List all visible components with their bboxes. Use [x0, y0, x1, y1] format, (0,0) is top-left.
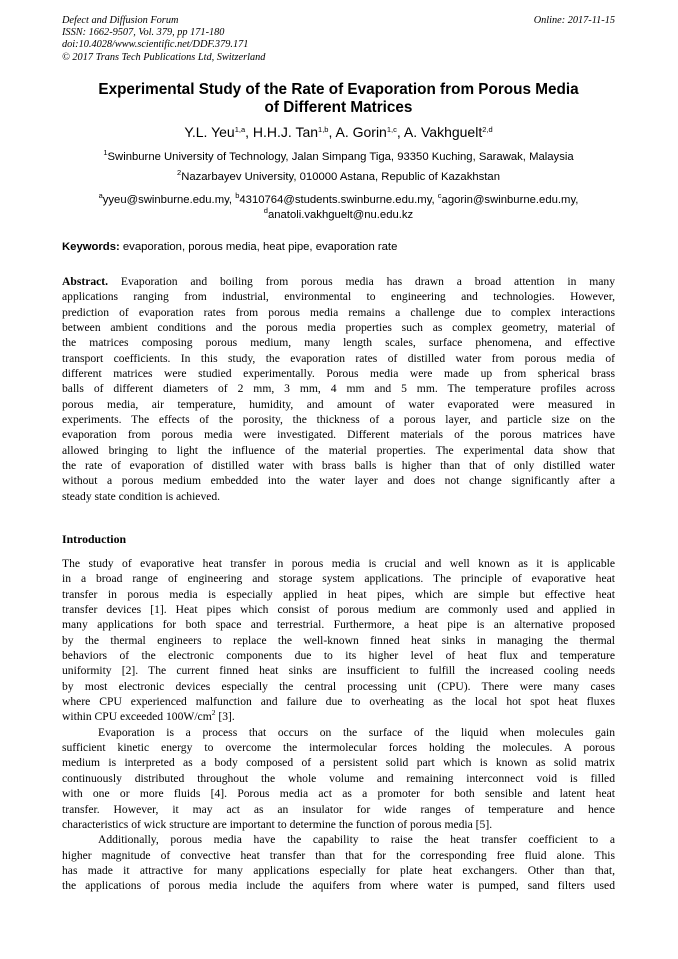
affiliation-sup: 1 [103, 148, 108, 157]
author-sup: 1,c [386, 125, 397, 134]
intro-line: by the thermal engineers to replace the well-known finned heat sinks in managing the thermal [62, 633, 615, 647]
abstract-line: balls of different diameters of 2 mm, 3 mm, 4 mm and 5 mm. The temperature profiles across [62, 382, 615, 396]
abstract-line: transport coefficients. In this study, the evaporation rates of distilled water from porous media of [62, 351, 615, 365]
affiliation [62, 150, 615, 164]
journal-doi[interactable]: doi:10.4028/www.scientific.net/DDF.379.171 [62, 39, 249, 51]
intro-line: The study of evaporative heat transfer in porous media is crucial and well known as it is applicable [62, 557, 615, 570]
title-line: of Different Matrices [264, 99, 413, 116]
para2-line: medium is interpreted as a body composed of a persistent solid part which is known as solid matrix [62, 756, 615, 770]
email-address[interactable]: yyeu@swinburne.edu.my [102, 194, 229, 206]
email-sup: b [235, 191, 240, 200]
author-name: A. Vakhguelt [403, 124, 483, 140]
email-sup: a [98, 191, 103, 200]
intro-line-text: [3]. [215, 710, 235, 724]
journal-copyright: © 2017 Trans Tech Publications Ltd, Switzerland [62, 51, 266, 63]
para2-line: continuously distributed throughout the whole volume and remaining interconnect void is filled [62, 771, 615, 785]
intro-line: in a broad range of engineering and storage system applications. The principle of evaporative heat [62, 572, 615, 586]
email-sup: d [263, 206, 268, 215]
intro-line: transfer in porous media is especially applied in heat pipes, which are simple but effective heat [62, 587, 615, 601]
para2-line: sufficient kinetic energy to overcome the intermolecular forces holding the molecules. A porous [62, 741, 615, 755]
keywords-label: Keywords: [62, 241, 120, 253]
para2-line: transfer. However, it may act as an insulator for wide ranges of temperature and hence [62, 802, 615, 816]
abstract-line: steady state condition is achieved. [62, 489, 221, 503]
abstract-line: allowed bringing to light the influence of the material properties. The experimental data show that [62, 443, 615, 457]
para3-line: has made it attractive for many applications especially for plate heat exchangers. Other than that, [62, 863, 615, 877]
author-name: H.H.J. Tan [252, 124, 319, 140]
abstract-line: experiments. The effects of the porosity, the thickness of a porous layer, and particle size on the [62, 413, 615, 427]
paper-title [62, 81, 615, 117]
journal-name: Defect and Diffusion Forum [62, 15, 179, 26]
para3-line: the applications of porous media include the aquifers from where water is pumped, sand filters used [62, 879, 615, 893]
email-address[interactable]: 4310764@students.swinburne.edu.my [239, 194, 432, 206]
abstract-line [62, 274, 615, 289]
author-name: A. Gorin [335, 124, 387, 140]
affiliation-sup: 2 [177, 168, 182, 177]
section-heading-introduction: Introduction [62, 532, 127, 546]
keywords [62, 240, 615, 254]
introduction-body [62, 556, 615, 894]
para3-line: higher magnitude of convective heat transfer than that for the corresponding free fluid alone. This [62, 848, 615, 862]
intro-line [62, 709, 615, 724]
title-line: Experimental Study of the Rate of Evaporation from Porous Media [98, 81, 579, 98]
abstract-line: prediction of evaporation rates from porous media remains a challenge due to complex interactions [62, 305, 615, 319]
abstract-line: without a porous medium embedded into the water layer and does not change significantly after a [62, 474, 615, 488]
affiliation [62, 170, 615, 184]
email-address[interactable]: agorin@swinburne.edu.my [441, 194, 576, 206]
abstract [62, 274, 615, 504]
intro-line: behaviors of the electronic components due to its higher level of heat flux and temperature [62, 649, 615, 663]
email-list [62, 193, 615, 223]
journal-issn: ISSN: 1662-9507, Vol. 379, pp 171-180 [62, 27, 225, 39]
abstract-line: porous media, air temperature, humidity, and amount of water evaporated were measured in [62, 397, 615, 411]
journal-header [62, 15, 265, 64]
email-line [62, 208, 615, 223]
para3-line: Additionally, porous media have the capability to raise the heat transfer coefficient to a [98, 833, 615, 847]
email-line: $^a$yyeu@swinburne.edu.my, $^b$4310764@students.swinburne.edu.my, $^c$agorin@swinburne.edu.my, [98, 191, 579, 206]
abstract-line: applications ranging from industrial, environmental to engineering and technologies. However, [62, 290, 615, 304]
author-list: Y.L. Yeu$^{1,a}$, H.H.J. Tan$^{1,b}$, A. Gorin$^{1,c}$, A. Vakhguelt$^{2,d}$ [184, 124, 493, 140]
intro-line: by most electronic devices especially the central processing unit (CPU). There were many cases [62, 679, 615, 693]
author-sup: 1,a [234, 125, 246, 134]
intro-line: where CPU experienced malfunction and failure due to overheating as the local hot spot heat fluxes [62, 695, 615, 709]
intro-line: transfer devices [1]. Heat pipes which consist of porous medium are commonly used and applied in [62, 603, 615, 617]
para2-line: Evaporation is a process that occurs on the surface of the liquid when molecules gain [98, 725, 615, 739]
email-address[interactable]: anatoli.vakhguelt@nu.edu.kz [267, 209, 414, 221]
affiliation-text: Nazarbayev University, 010000 Astana, Republic of Kazakhstan [181, 171, 500, 183]
intro-line: many applications for both space and terrestrial. Furthermore, a heat pipe is an alternative proposed [62, 618, 615, 632]
keywords-text: evaporation, porous media, heat pipe, evaporation rate [119, 241, 398, 253]
author-name: Y.L. Yeu [184, 124, 235, 140]
abstract-line: the matrices composing porous medium, many length scales, surface phenomena, and effective [62, 336, 615, 350]
intro-line-sup: 2 [211, 709, 216, 718]
intro-line: uniformity [2]. The current finned heat sinks are insufficient to fulfill the increased cooling needs [62, 664, 615, 678]
abstract-label: Abstract. [62, 275, 109, 288]
para2-line: with one or more fluids [4]. Porous media act as a promoter for both sensible and latent heat [62, 787, 615, 801]
para2-line: characteristics of wick structure are important to determine the function of porous media [5]. [62, 817, 493, 831]
author-sup: 2,d [482, 125, 493, 134]
abstract-line: the rate of evaporation of distilled water with brass balls is higher than that of only distilled water [62, 459, 615, 473]
abstract-line: evaporation from porous media were investigated. Different materials of the porous matrices have [62, 428, 615, 442]
intro-line-text: within CPU exceeded 100W/cm [62, 710, 212, 724]
affiliation-text: Swinburne University of Technology, Jalan Simpang Tiga, 93350 Kuching, Sarawak, Malaysia [107, 151, 574, 163]
email-sup: c [437, 191, 442, 200]
author-sup: 1,b [318, 125, 329, 134]
abstract-line: between ambient conditions and the porous media properties such as complex geometry, material of [62, 321, 615, 335]
abstract-line: different matrices were studied experimentally. Porous media were made up from spherical brass [62, 367, 615, 381]
online-date: Online: 2017-11-15 [533, 15, 615, 26]
abstract-line-text: Evaporation and boiling from porous media has drawn a broad attention in many [108, 275, 615, 288]
